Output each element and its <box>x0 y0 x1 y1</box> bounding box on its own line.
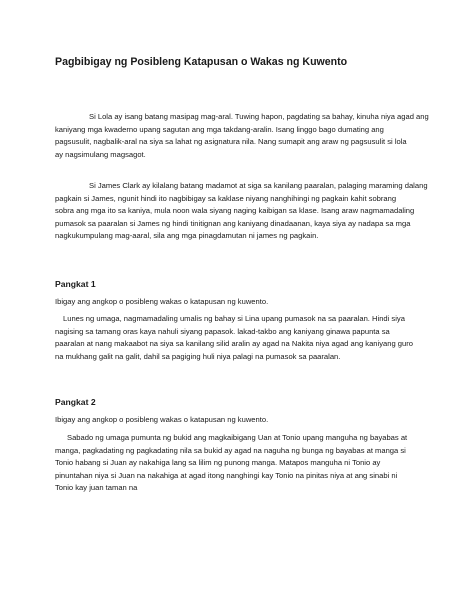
paragraph-line: Lunes ng umaga, nagmamadaling umalis ng bahay si Lina upang pumasok na sa paaralan. Hindi siya <box>63 314 405 323</box>
paragraph-line: pagsusulit, nagbalik-aral na siya sa lahat ng asignatura nila. Nang sumapit ang araw ng pagsusulit si lola <box>55 137 407 147</box>
paragraph-line: na mukhang galit na galit, dahil sa pagiging huli niya palagi na pumasok sa paaralan. <box>55 351 341 361</box>
paragraph-line: Si Lola ay isang batang masipag mag-aral. Tuwing hapon, pagdating sa bahay, kinuha niya agad ang <box>89 112 429 121</box>
group-2-story <box>55 432 431 495</box>
group-1-instruction: Ibigay ang angkop o posibleng wakas o katapusan ng kuwento. <box>55 297 269 306</box>
document-title: Pagbibigay ng Posibleng Katapusan o Wakas ng Kuwento <box>55 56 348 68</box>
group-2-instruction: Ibigay ang angkop o posibleng wakas o katapusan ng kuwento. <box>55 415 269 424</box>
paragraph-line: paaralan at nang makaabot na siya sa kanilang silid aralin ay agad na Nakita niya agad ang kaniyang guro <box>55 339 413 349</box>
group-1-story <box>55 313 431 363</box>
paragraph-line: nagising sa tamang oras kaya nahuli siyang papasok. lakad-takbo ang kaniyang ginawa papunta sa <box>55 326 390 336</box>
story-paragraph-2 <box>55 180 431 243</box>
group-2-heading: Pangkat 2 <box>55 397 96 407</box>
paragraph-line: Tonio habang si Juan ay nakahiga lang sa lilim ng punong manga. Matapos manguha ni Tonio ay <box>55 458 381 468</box>
paragraph-line: kaniyang mga kwaderno upang sagutan ang mga takdang-aralin. Isang linggo bago dumating ang <box>55 124 384 134</box>
group-1-heading: Pangkat 1 <box>55 279 96 289</box>
paragraph-line: Sabado ng umaga pumunta ng bukid ang magkaibigang Uan at Tonio upang manguha ng bayabas at <box>67 433 408 442</box>
paragraph-line: manga, pagkadating ng pagkadating nila sa bukid ay agad na naguha ng bunga ng bayabas at manga si <box>55 445 406 455</box>
paragraph-line: nagkukumpulang mag-aaral, sila ang mga pinagdamutan ni james ng pagkain. <box>55 231 319 241</box>
paragraph-line: Si James Clark ay kilalang batang madamot at siga sa kanilang paaralan, palaging maraming dalang <box>89 181 428 190</box>
paragraph-line: pumasok sa paaralan si James ng hindi tinitignan ang kaniyang dinadaanan, kaya siya ay nadapa sa mga <box>55 218 411 228</box>
paragraph-line: sobra ang mga ito sa kaniya, mula noon wala siyang naging kaibigan sa klase. Isang araw nagmamadaling <box>55 206 415 216</box>
paragraph-line: Tonio kay juan taman na <box>55 483 138 493</box>
paragraph-line: pagkain si James, ngunit hindi ito nagbibigay sa kaklase niyang nanghihingi ng pagkain kahit sobrang <box>55 193 397 203</box>
paragraph-line: pinuntahan niya si Juan na nakahiga at agad itong nanghingi kay Tonio na pinitas niya at ang sinabi ni <box>55 470 398 480</box>
paragraph-line: ay nagsimulang magsagot. <box>55 149 146 159</box>
story-paragraph-1 <box>55 111 431 161</box>
